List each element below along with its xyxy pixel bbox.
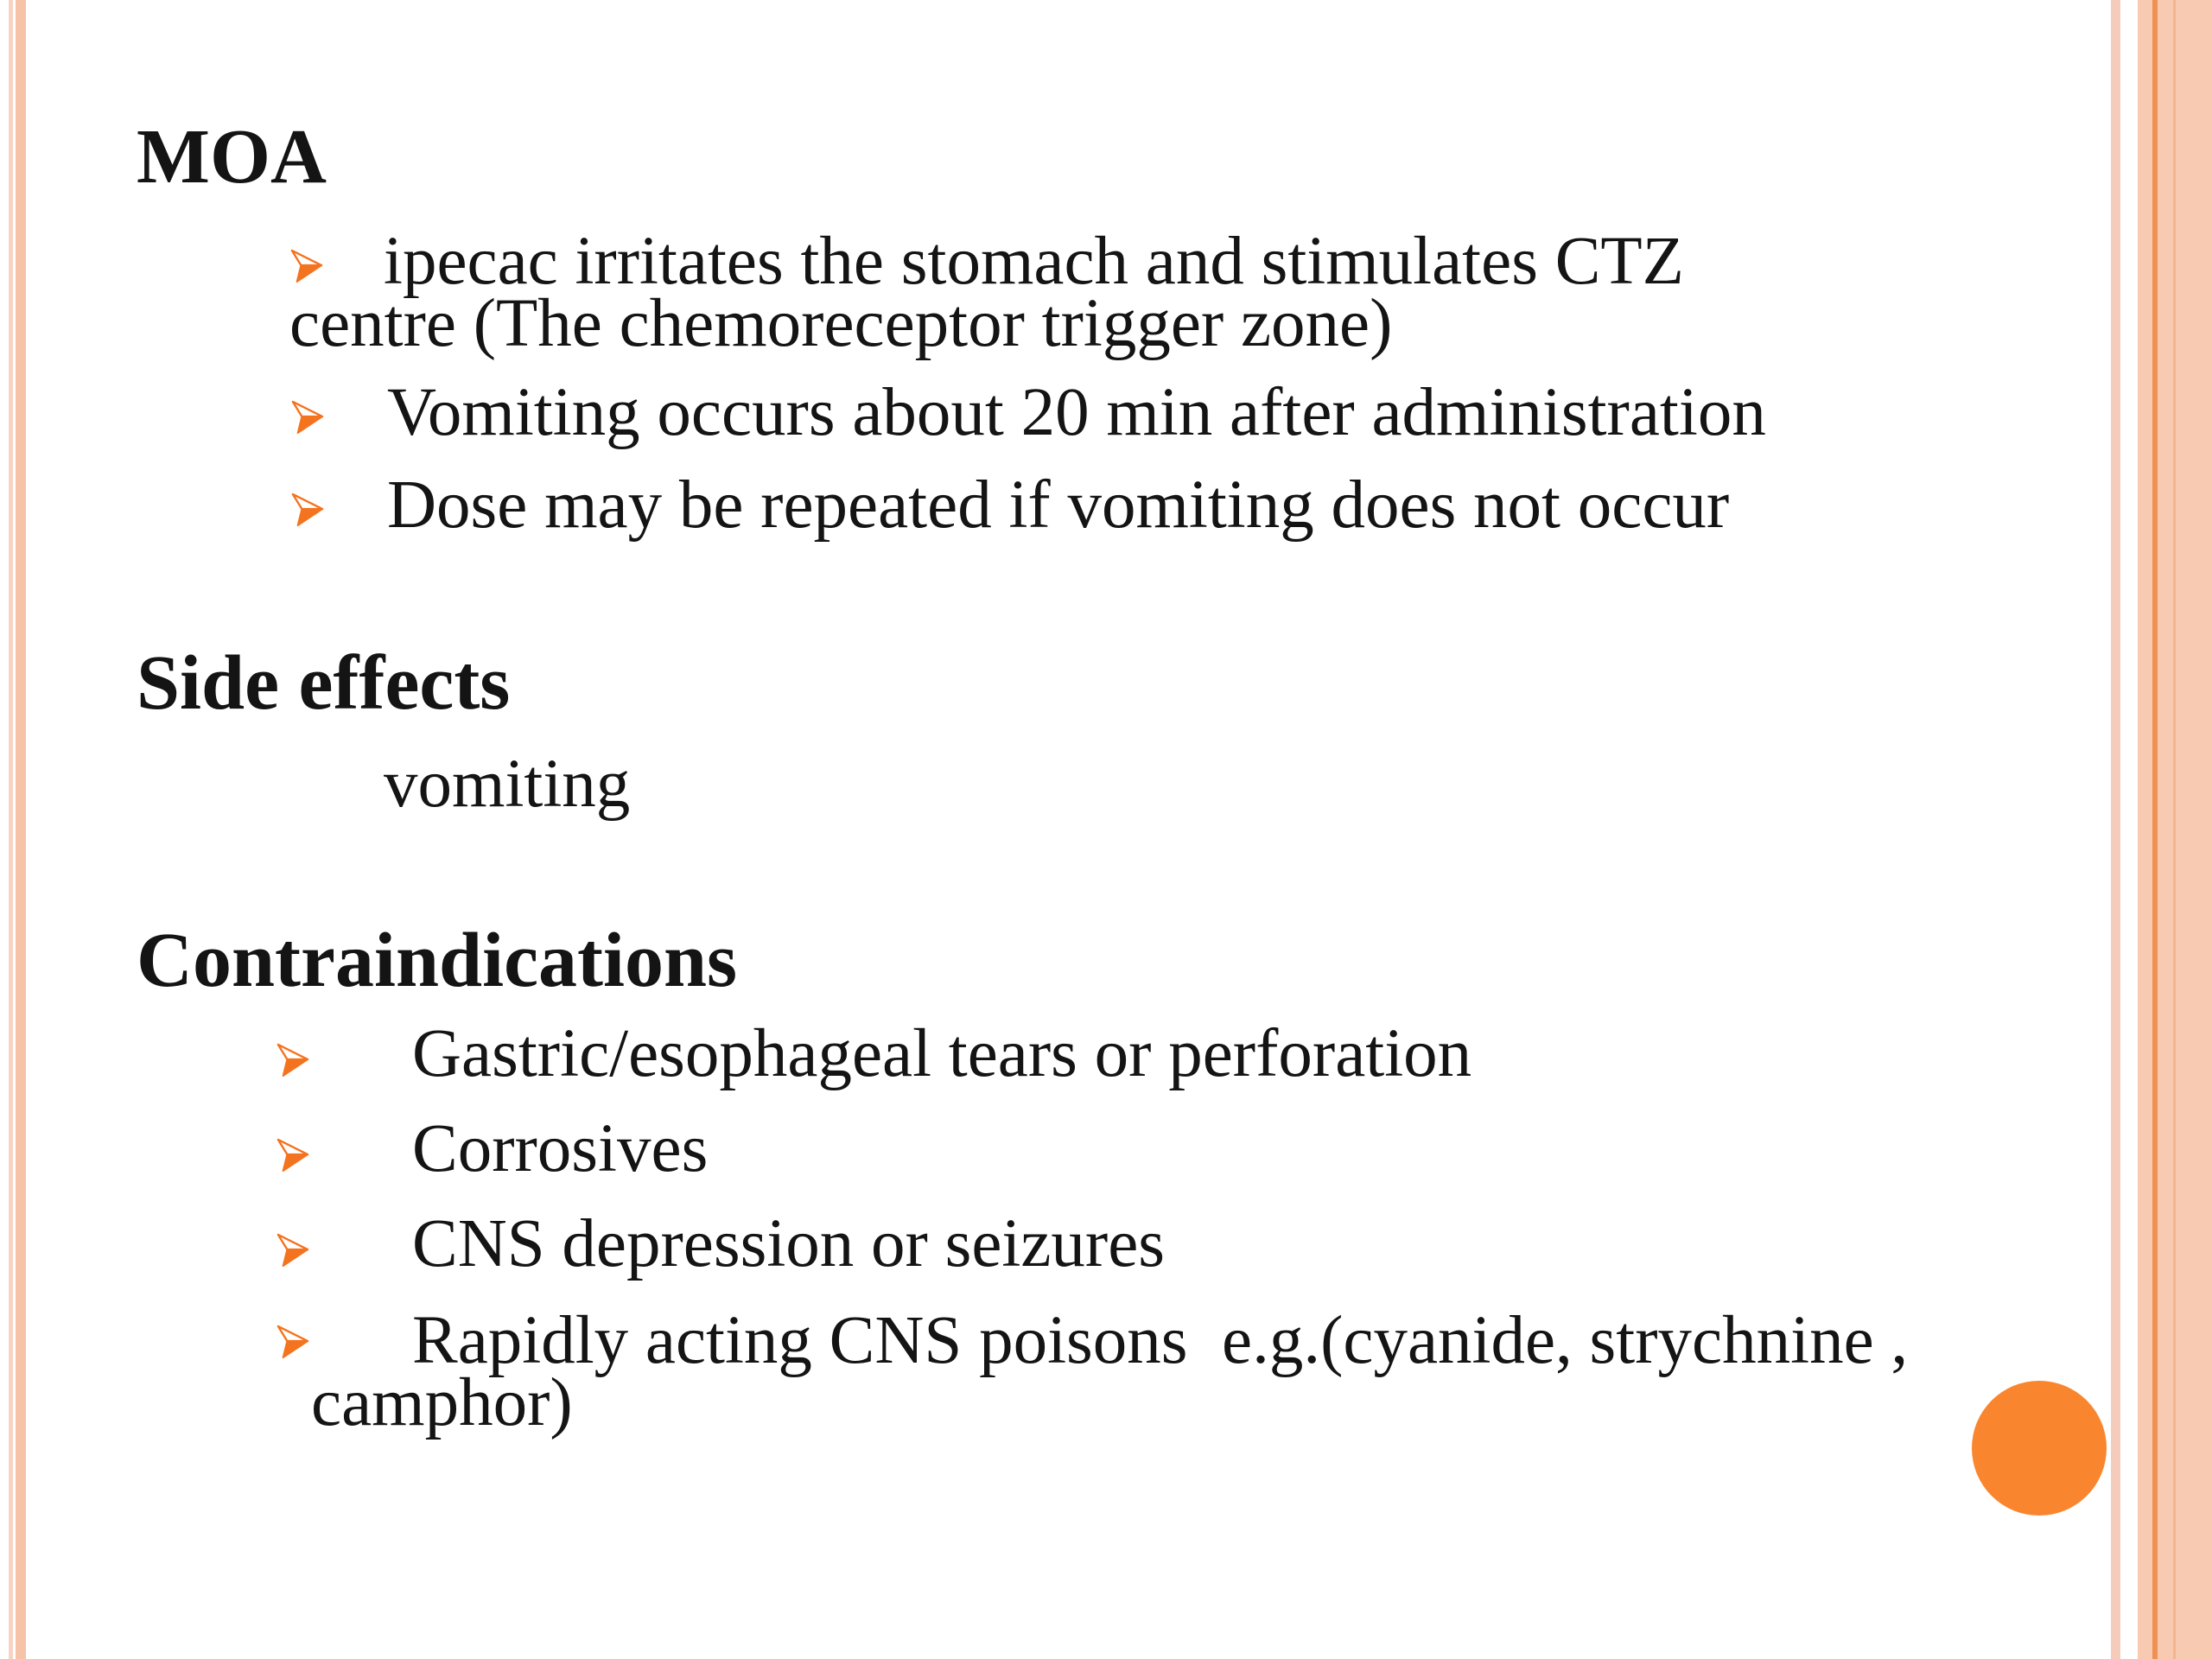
contraindication-bullet-4-line-1: Rapidly acting CNS poisons e.g.(cyanide, strychnine , xyxy=(412,1303,1909,1378)
section-heading-moa: MOA xyxy=(137,114,327,200)
moa-bullet-1-line-1: ipecac irritates the stomach and stimulates CTZ xyxy=(384,224,1684,299)
arrow-bullet-icon xyxy=(276,1232,309,1268)
right-band-accent-line xyxy=(2152,0,2158,1659)
arrow-bullet-icon xyxy=(276,1137,309,1173)
orange-circle-decoration xyxy=(1972,1381,2107,1516)
arrow-bullet-icon xyxy=(276,1324,309,1360)
moa-bullet-3: Dose may be repeated if vomiting does not occur xyxy=(387,467,1730,543)
moa-bullet-2: Vomiting occurs about 20 min after administration xyxy=(387,375,1766,450)
contraindication-bullet-3: CNS depression or seizures xyxy=(412,1206,1166,1281)
section-heading-side-effects: Side effects xyxy=(137,640,511,726)
arrow-bullet-icon xyxy=(291,399,324,435)
arrow-bullet-icon xyxy=(291,492,324,528)
arrow-bullet-icon xyxy=(276,1042,309,1078)
left-edge-thick-stripe xyxy=(16,0,26,1659)
right-band-faint-line xyxy=(2173,0,2176,1659)
section-heading-contraindications: Contraindications xyxy=(137,918,738,1003)
side-effect-item: vomiting xyxy=(384,747,631,822)
moa-bullet-1-line-2: centre (The chemoreceptor trigger zone) xyxy=(289,286,1393,361)
contraindication-bullet-4-line-2: camphor) xyxy=(311,1365,573,1440)
left-edge-thin-stripe xyxy=(9,0,13,1659)
arrow-bullet-icon xyxy=(290,248,323,284)
right-edge-thin-stripe xyxy=(2111,0,2120,1659)
contraindication-bullet-1: Gastric/esophageal tears or perforation xyxy=(412,1016,1472,1091)
contraindication-bullet-2: Corrosives xyxy=(412,1111,709,1186)
